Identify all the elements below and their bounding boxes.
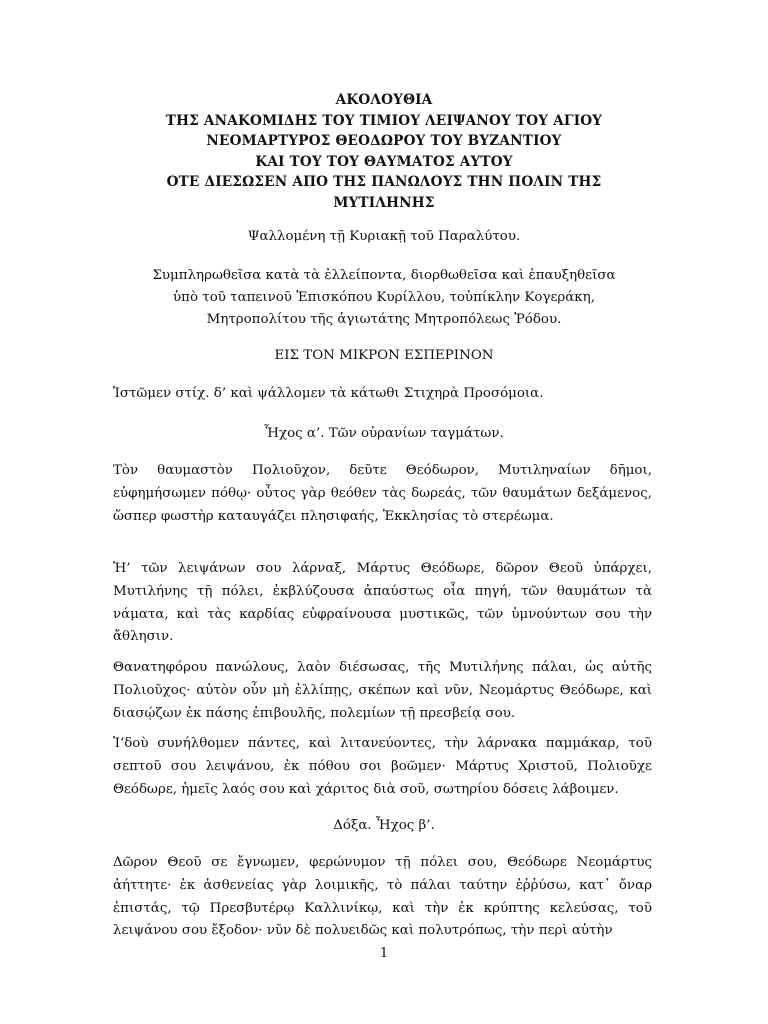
section-heading [110, 346, 658, 367]
title-line: ΜΥΤΙΛΗΝΗΣ [333, 194, 435, 211]
title-line: ΟΤΕ ΔΙΕΣΩΣΕΝ ΑΠΟ ΤΗΣ ΠΑΝΩΛΟΥΣ ΤΗΝ ΠΟΛΙΝ ΤΗΣ [166, 174, 602, 190]
sticheron-4: Ἰ’δοὺ συνήλθομεν πάντες, καὶ λιτανεύοντες, τὴν λάρνακα παμμάκαρ, τοῦ σεπτοῦ σου λειψάνου, ἐκ πόθου σοι βοῶμεν· Μάρτυς Χριστοῦ, Πολιοῦχε Θεόδωρε, ἡμεῖς λαός σου καὶ χάριτος διὰ σοῦ, σωτηρίου δόσεις λάβοιμεν. [113, 736, 652, 797]
title-line: ΤΗΣ ΑΝΑΚΟΜΙΔΗΣ ΤΟΥ ΤΙΜΙΟΥ ΛΕΙΨΑΝΟΥ ΤΟΥ ΑΓΙΟΥ [165, 112, 603, 129]
compiler-line: Συμπληρωθεῖσα κατὰ τὰ ἐλλείποντα, διορθωθεῖσα καὶ ἐπαυξηθεῖσα [152, 268, 616, 283]
sung-on-text: Ψαλλομένη τῇ Κυριακῇ τοῦ Παραλύτου. [247, 229, 521, 244]
title-line: ΝΕΟΜΑΡΤΥΡΟΣ ΘΕΟΔΩΡΟΥ ΤΟΥ ΒΥΖΑΝΤΙΟΥ [206, 133, 562, 149]
section-heading-text: ΕΙΣ ΤΟΝ ΜΙΚΡΟΝ ΕΣΠΕΡΙΝΟΝ [274, 348, 494, 363]
sticheron-1: Τὸν θαυμαστὸν Πολιοῦχον, δεῦτε Θεόδωρον, Μυτιληναίων δῆμοι, εὐφημήσωμεν πόθῳ· οὗτος γὰρ θεόθεν τὰς δωρεάς, τῶν θαυμάτων δεξάμενος, ὥσπερ φωστὴρ καταυγάζει πλησιφαής, Ἐκκλησίας τὸ στερέωμα. [113, 463, 652, 524]
document-title [110, 90, 658, 213]
tone-heading-1 [110, 424, 658, 445]
page-number: 1 [379, 946, 389, 961]
tone-heading-1-text: Ἦχος α’. Τῶν οὐρανίων ταγμάτων. [264, 426, 504, 441]
compiler-note [110, 265, 658, 331]
tone-heading-2 [110, 816, 658, 837]
sticheron-3: Θανατηφόρου πανώλους, λαὸν διέσωσας, τῆς Μυτιλήνης πάλαι, ὡς αὐτῆς Πολιοῦχος· αὐτὸν οὖν μὴ ἐλλίπῃς, σκέπων καὶ νῦν, Νεομάρτυς Θεόδωρε, καὶ διασῴζων ἐκ πάσης ἐπιβουλῆς, πολεμίων τῇ πρεσβείᾳ σου. [113, 660, 652, 721]
title-line: ΚΑΙ ΤΟΥ ΤΟΥ ΘΑΥΜΑΤΟΣ ΑΥΤΟΥ [255, 153, 513, 170]
compiler-line: Μητροπολίτου τῆς ἁγιωτάτης Μητροπόλεως Ῥόδου. [206, 312, 562, 327]
rubric: Ἱστῶμεν στίχ. δ’ καὶ ψάλλομεν τὰ κάτωθι Στιχηρὰ Προσόμοια. [113, 386, 544, 401]
sung-on-note [110, 227, 658, 248]
sticheron-2: Ἡ’ τῶν λειψάνων σου λάρναξ, Μάρτυς Θεόδωρε, δῶρον Θεοῦ ὑπάρχει, Μυτιλήνης τῇ πόλει, ἐκβλύζουσα ἀπαύστως οἷα πηγή, τῶν θαυμάτων τὰ νάματα, καὶ τὰς καρδίας εὐφραίνουσα μυστικῶς, τῶν ὑμνούντων σου τὴν ἄθλησιν. [113, 561, 652, 645]
title-line: ΑΚΟΛΟΥΘΙΑ [335, 92, 433, 108]
tone-heading-2-text: Δόξα. Ἦχος β’. [333, 818, 435, 833]
compiler-line: ὑπὸ τοῦ ταπεινοῦ Ἐπισκόπου Κυρίλλου, τοὐπίκλην Κογεράκη, [173, 290, 595, 305]
doxa-text: Δῶρον Θεοῦ σε ἔγνωμεν, φερώνυμον τῇ πόλει σου, Θεόδωρε Νεομάρτυς ἀήττητε· ἐκ ἀσθενείας γὰρ λοιμικῆς, τὸ πάλαι ταύτην ἐῤῥύσω, κατ᾿ ὄναρ ἐπιστάς, τῷ Πρεσβυτέρῳ Καλλινίκῳ, καὶ τὴν ἐκ κρύπτης κελεύσας, τοῦ λειψάνου σου ἔξοδον· νῦν δὲ πολυειδῶς καὶ πολυτρόπως, τὴν περὶ αὐτὴν [113, 855, 652, 939]
